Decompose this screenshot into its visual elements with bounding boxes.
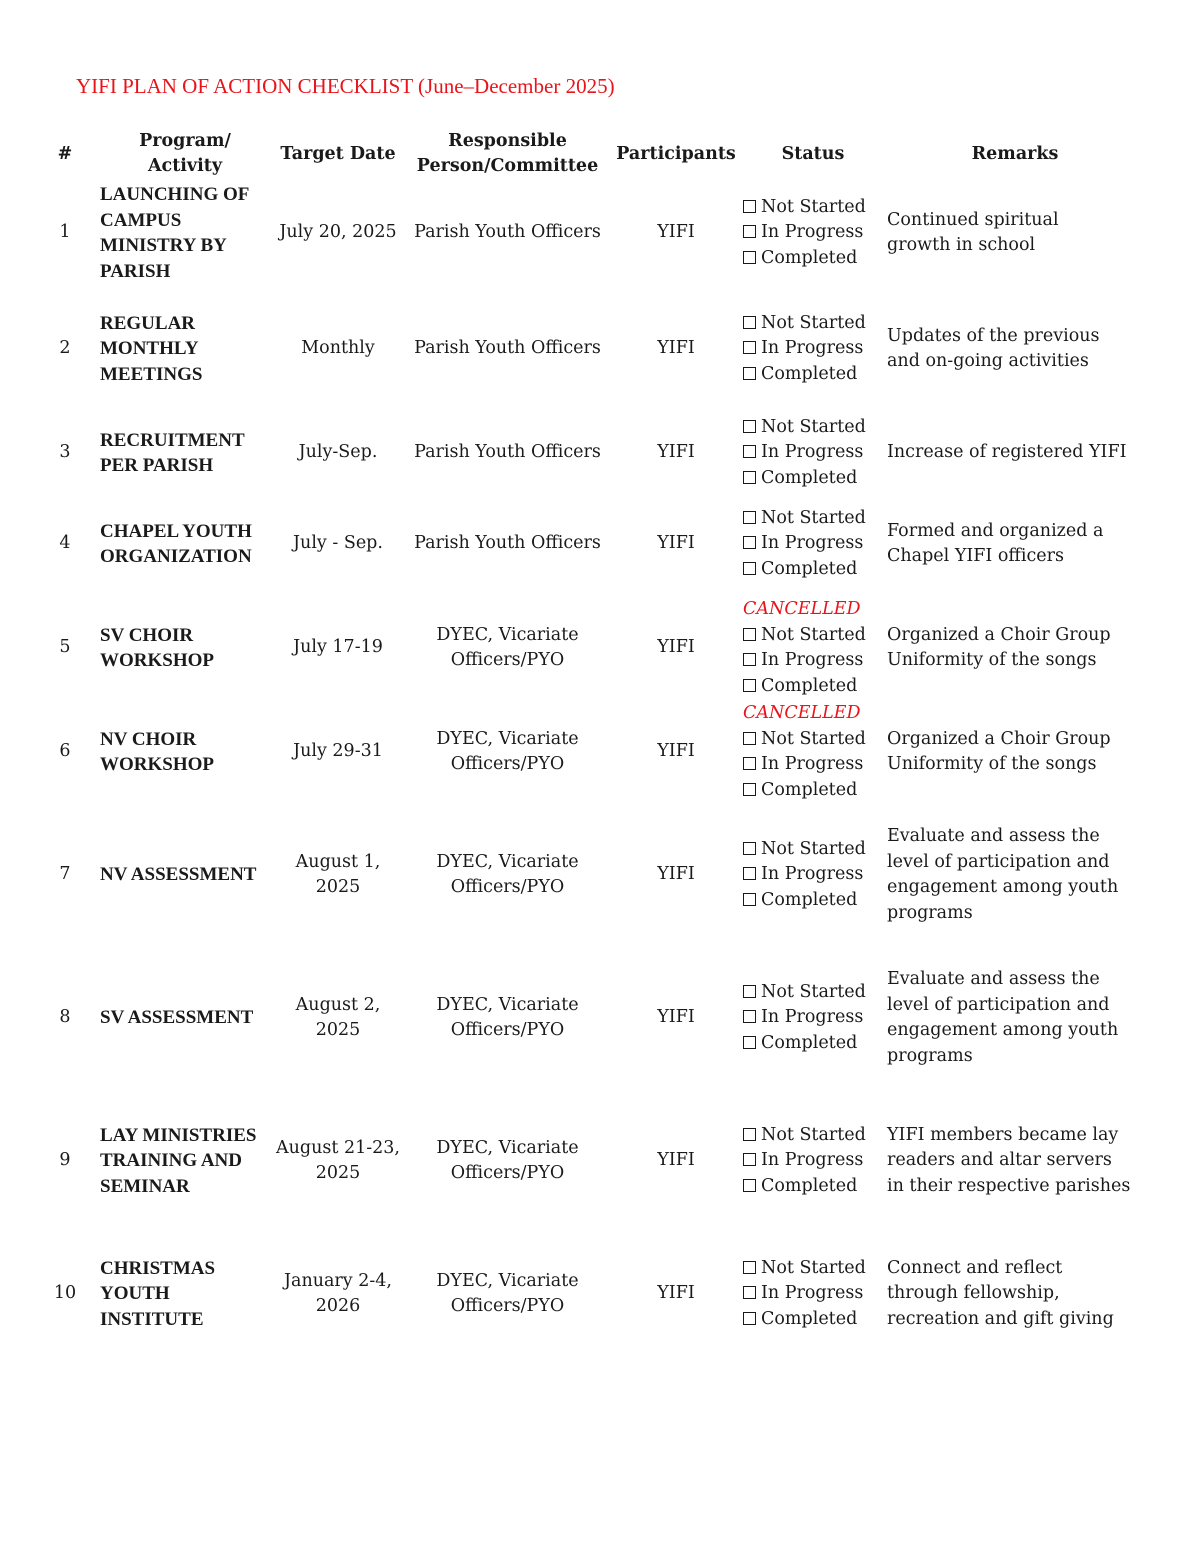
program-activity-line: MEETINGS [100,363,203,385]
status-option-label: Not Started [761,1124,866,1145]
status-checklist [743,310,883,388]
status-option[interactable] [743,1307,866,1333]
status-option[interactable] [743,1174,866,1200]
checkbox-icon[interactable] [743,653,756,666]
header-status: Status [781,143,845,164]
table-row [0,414,1200,492]
checkbox-icon[interactable] [743,1153,756,1166]
target-date-line: July 29-31 [293,741,383,762]
status-option[interactable] [743,1148,866,1174]
status-option-label: Not Started [761,728,866,749]
checkbox-icon[interactable] [743,316,756,329]
row-number: 3 [59,442,71,463]
checkbox-icon[interactable] [743,1036,756,1049]
program-activity-line: LAUNCHING OF [100,184,250,205]
program-activity [100,823,272,927]
program-activity-line: YOUTH [100,1283,170,1305]
status-option-label: Completed [761,247,858,268]
participants: YIFI [657,338,695,359]
remarks-line: and on-going activities [887,351,1089,371]
status-option[interactable] [743,557,866,583]
responsible-person-line: Officers/PYO [450,877,565,897]
program-activity-line: CHRISTMAS [100,1257,216,1279]
status-checklist [743,1109,883,1213]
responsible-person-line: Parish Youth Officers [414,338,601,359]
responsible-person-line: Parish Youth Officers [414,533,601,554]
responsible-person [405,310,610,388]
remarks-line: Continued spiritual [887,209,1059,230]
target-date [272,596,404,700]
checkbox-icon[interactable] [743,420,756,433]
checkbox-icon[interactable] [743,1128,756,1141]
status-checklist [743,1230,883,1358]
remarks-line: in their respective parishes [887,1175,1131,1196]
header-responsible-line: Responsible [448,131,567,151]
status-checklist [743,492,883,596]
status-option[interactable] [743,1123,866,1149]
row-number: 4 [59,533,71,554]
status-option[interactable] [743,1256,866,1282]
target-date-line: 2026 [315,1296,361,1316]
status-option[interactable] [743,862,866,888]
remarks [887,1109,1147,1213]
remarks-line: Connect and reflect [887,1257,1063,1278]
target-date-line: July - Sep. [293,533,383,554]
program-activity [100,966,272,1070]
remarks-line: engagement among youth [887,877,1119,897]
checkbox-icon[interactable] [743,251,756,264]
remarks-line: Chapel YIFI officers [887,546,1064,566]
table-row [0,700,1200,804]
status-option-label: Completed [761,363,858,384]
status-option[interactable] [743,440,866,466]
participants: YIFI [657,533,695,554]
table-row [0,181,1200,285]
program-activity-line: WORKSHOP [100,650,215,671]
remarks [887,1230,1147,1358]
status-checklist [743,414,883,492]
status-option[interactable] [743,778,866,804]
program-activity [100,310,272,388]
cancelled-label: CANCELLED [743,703,861,723]
participants: YIFI [657,741,695,762]
table-row [0,823,1200,927]
header-responsible [405,127,610,181]
responsible-person [405,700,610,804]
responsible-person-line: Officers/PYO [450,650,565,670]
status-option[interactable] [743,415,866,441]
remarks-line: Updates of the previous [887,325,1100,346]
responsible-person-line: DYEC, Vicariate [436,1270,579,1291]
remarks [887,823,1147,927]
target-date [272,700,404,804]
checkbox-icon[interactable] [743,757,756,770]
row-number: 1 [59,222,71,243]
status-option[interactable] [743,648,866,674]
program-activity-line: NV CHOIR [100,728,197,750]
target-date-line: July 17-19 [293,637,383,658]
table-row [0,310,1200,388]
row-number: 7 [59,864,71,885]
participants: YIFI [657,864,695,885]
status-option-label: Completed [761,558,858,579]
checkbox-icon[interactable] [743,679,756,692]
status-option-label: Not Started [761,981,866,1002]
status-option[interactable] [743,466,866,492]
remarks-line: Increase of registered YIFI [887,442,1127,463]
program-activity-line: REGULAR [100,312,196,334]
status-option-label: Not Started [761,507,866,528]
target-date [272,823,404,927]
program-activity [100,181,272,285]
checkbox-icon[interactable] [743,341,756,354]
participants: YIFI [657,637,695,658]
status-option[interactable] [743,623,866,649]
row-number: 10 [53,1283,77,1304]
participants: YIFI [657,1283,695,1304]
responsible-person [405,414,610,492]
status-option-label: Completed [761,675,858,696]
program-activity [100,1109,272,1213]
header-target-date: Target Date [280,143,396,164]
program-activity [100,1230,272,1358]
status-option-label: In Progress [761,754,864,774]
status-option-label: In Progress [761,442,864,463]
responsible-person-line: DYEC, Vicariate [436,994,579,1015]
checkbox-icon[interactable] [743,783,756,796]
responsible-person-line: Parish Youth Officers [414,442,601,463]
status-option-label: In Progress [761,1007,864,1028]
target-date-line: July 20, 2025 [279,222,397,243]
status-option[interactable] [743,1031,866,1057]
participants: YIFI [657,222,695,243]
remarks-line: Uniformity of the songs [887,650,1097,670]
status-option-label: In Progress [761,864,864,885]
status-option-label: In Progress [761,1283,864,1304]
target-date [272,966,404,1070]
header-responsible-line: Person/Committee [416,156,599,176]
responsible-person-line: DYEC, Vicariate [436,1137,579,1158]
status-option[interactable] [743,1281,866,1307]
status-checklist [743,596,883,700]
remarks-line: Evaluate and assess the [887,826,1100,846]
program-activity-line: TRAINING AND [100,1150,242,1172]
participants: YIFI [657,442,695,463]
remarks [887,966,1147,1070]
target-date-line: August 21-23, [276,1137,400,1158]
status-option-label: In Progress [761,338,864,359]
status-checklist [743,181,883,285]
checkbox-icon[interactable] [743,471,756,484]
checkbox-icon[interactable] [743,732,756,745]
status-option-label: Completed [761,1175,858,1196]
status-option[interactable] [743,220,866,246]
remarks-line: readers and altar servers [887,1150,1112,1171]
remarks [887,181,1147,285]
remarks-line: Organized a Choir Group [887,728,1111,749]
page-title: YIFI PLAN OF ACTION CHECKLIST (June–December 2025) [76,74,615,98]
target-date-line: January 2-4, [284,1270,392,1291]
remarks [887,310,1147,388]
responsible-person-line: Officers/PYO [450,1296,565,1316]
status-option-label: In Progress [761,533,864,554]
program-activity-line: NV ASSESSMENT [100,864,257,886]
checkbox-icon[interactable] [743,1010,756,1023]
table-row [0,1230,1200,1358]
program-activity [100,700,272,804]
checkbox-icon[interactable] [743,628,756,641]
remarks-line: Organized a Choir Group [887,624,1111,645]
remarks-line: Evaluate and assess the [887,969,1100,989]
remarks-line: growth in school [887,235,1036,255]
program-activity-line: WORKSHOP [100,754,215,775]
responsible-person [405,966,610,1070]
checkbox-icon[interactable] [743,562,756,575]
remarks [887,492,1147,596]
header-num: # [57,143,73,164]
row-number: 2 [59,338,71,359]
status-checklist [743,966,883,1070]
table-row [0,966,1200,1070]
program-activity [100,492,272,596]
program-activity-line: CAMPUS [100,209,182,231]
status-option-label: Completed [761,1308,858,1329]
row-number: 9 [59,1150,71,1171]
status-option[interactable] [743,1005,866,1031]
target-date-line: July-Sep. [298,442,378,463]
checkbox-icon[interactable] [743,200,756,213]
responsible-person-line: DYEC, Vicariate [436,624,579,645]
status-option[interactable] [743,674,866,700]
status-checklist [743,700,883,804]
responsible-person-line: Officers/PYO [450,1020,565,1040]
remarks [887,700,1147,804]
responsible-person [405,1109,610,1213]
target-date-line: 2025 [315,1163,361,1183]
status-option-label: Completed [761,467,858,488]
remarks [887,414,1147,492]
row-number: 6 [59,741,71,762]
target-date-line: 2025 [315,1020,361,1040]
program-activity-line: PARISH [100,260,171,282]
table-row [0,1109,1200,1213]
remarks-line: level of participation and [887,851,1110,872]
remarks-line: engagement among youth [887,1020,1119,1040]
target-date-line: August 1, [295,851,381,872]
target-date [272,414,404,492]
checkbox-icon[interactable] [743,1261,756,1274]
header-participants: Participants [616,143,736,164]
responsible-person [405,596,610,700]
status-option[interactable] [743,362,866,388]
target-date [272,310,404,388]
target-date [272,492,404,596]
checkbox-icon[interactable] [743,893,756,906]
header-program-line: Program/ [139,131,231,151]
row-number: 8 [59,1007,71,1028]
status-option-label: Not Started [761,1257,866,1278]
remarks-line: through fellowship, [887,1283,1060,1304]
header-program [110,127,260,181]
participants: YIFI [657,1007,695,1028]
status-option-label: In Progress [761,650,864,670]
status-option[interactable] [743,336,866,362]
remarks-line: level of participation and [887,994,1110,1015]
remarks-line: programs [887,1045,973,1066]
row-number: 5 [59,637,71,658]
status-option-label: Completed [761,779,858,800]
checkbox-icon[interactable] [743,367,756,380]
status-option-label: Not Started [761,624,866,645]
target-date [272,1230,404,1358]
responsible-person-line: Officers/PYO [450,1163,565,1183]
remarks-line: programs [887,902,973,923]
checkbox-icon[interactable] [743,225,756,238]
program-activity-line: SEMINAR [100,1175,190,1197]
remarks-line: recreation and gift giving [887,1308,1114,1329]
status-option-label: Completed [761,889,858,910]
status-option[interactable] [743,980,866,1006]
program-activity-line: ORGANIZATION [100,546,252,567]
program-activity-line: RECRUITMENT [100,429,245,451]
status-option-label: In Progress [761,1150,864,1171]
checkbox-icon[interactable] [743,867,756,880]
status-option[interactable] [743,506,866,532]
cancelled-label: CANCELLED [743,599,861,619]
responsible-person [405,823,610,927]
header-remarks: Remarks [971,143,1059,164]
status-option-label: Not Started [761,312,866,333]
responsible-person [405,1230,610,1358]
status-option-label: Not Started [761,838,866,859]
status-option-label: In Progress [761,222,864,243]
table-row [0,596,1200,700]
target-date [272,181,404,285]
program-activity-line: INSTITUTE [100,1308,204,1330]
responsible-person [405,181,610,285]
header-program-line: Activity [147,156,223,176]
program-activity-line: MINISTRY BY [100,235,227,256]
status-option[interactable] [743,311,866,337]
checkbox-icon[interactable] [743,445,756,458]
program-activity-line: SV CHOIR [100,624,194,646]
program-activity [100,414,272,492]
checkbox-icon[interactable] [743,536,756,549]
program-activity-line: SV ASSESSMENT [100,1007,254,1029]
status-option[interactable] [743,888,866,914]
checkbox-icon[interactable] [743,511,756,524]
responsible-person-line: DYEC, Vicariate [436,851,579,872]
remarks-line: YIFI members became lay [887,1124,1119,1145]
status-option[interactable] [743,837,866,863]
table-row [0,492,1200,596]
table-header [0,127,1200,181]
status-option-label: Not Started [761,196,866,217]
status-option[interactable] [743,752,866,778]
checkbox-icon[interactable] [743,842,756,855]
checkbox-icon[interactable] [743,1179,756,1192]
program-activity-line: MONTHLY [100,338,199,360]
responsible-person-line: Parish Youth Officers [414,222,601,243]
remarks [887,596,1147,700]
participants: YIFI [657,1150,695,1171]
target-date [272,1109,404,1213]
status-option[interactable] [743,195,866,221]
remarks-line: Formed and organized a [887,520,1104,541]
target-date-line: 2025 [315,877,361,897]
remarks-line: Uniformity of the songs [887,754,1097,774]
program-activity-line: LAY MINISTRIES [100,1124,257,1146]
checkbox-icon[interactable] [743,1286,756,1299]
target-date-line: August 2, [295,994,381,1015]
status-option[interactable] [743,727,866,753]
responsible-person [405,492,610,596]
status-checklist [743,823,883,927]
status-option[interactable] [743,246,866,272]
checkbox-icon[interactable] [743,985,756,998]
responsible-person-line: DYEC, Vicariate [436,728,579,749]
program-activity-line: PER PARISH [100,455,214,476]
responsible-person-line: Officers/PYO [450,754,565,774]
status-option[interactable] [743,531,866,557]
target-date-line: Monthly [301,338,375,359]
program-activity-line: CHAPEL YOUTH [100,520,252,542]
program-activity [100,596,272,700]
status-option-label: Not Started [761,416,866,437]
checkbox-icon[interactable] [743,1312,756,1325]
status-option-label: Completed [761,1032,858,1053]
